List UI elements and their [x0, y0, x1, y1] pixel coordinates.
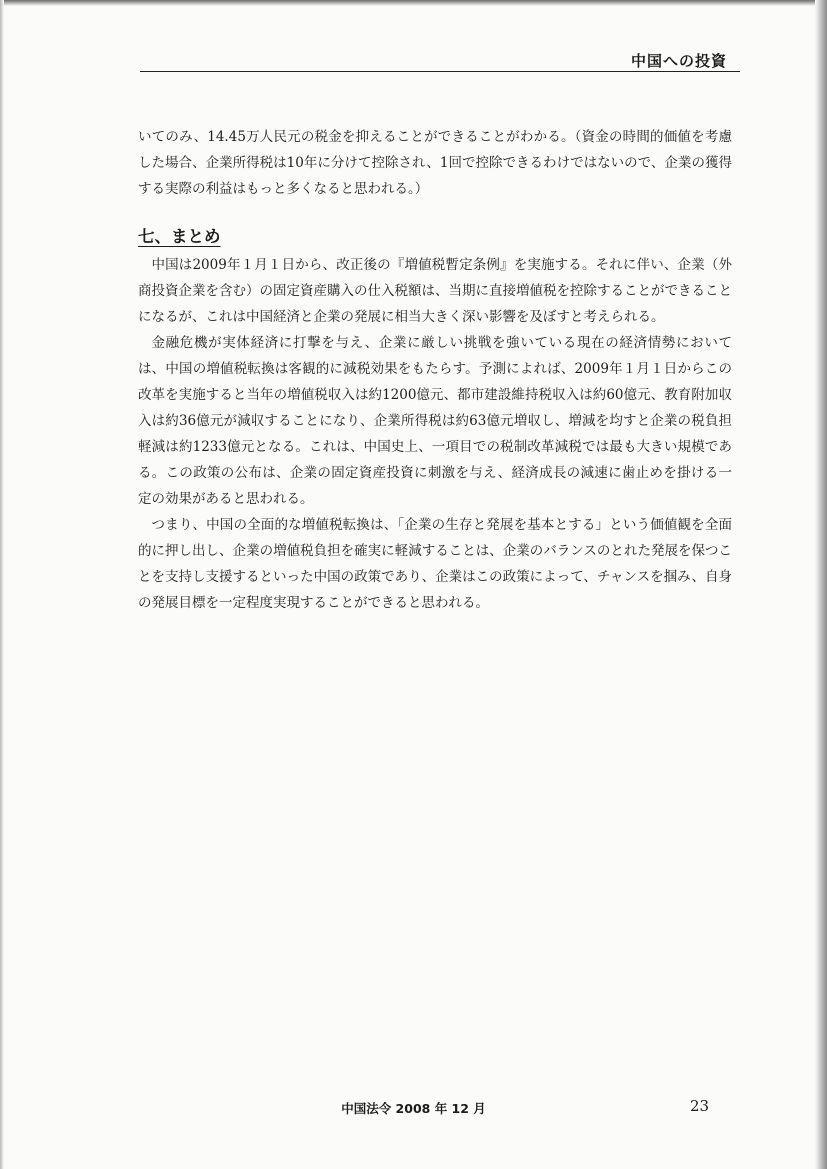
scan-edge-left: [0, 0, 4, 1169]
scan-edge-top: [0, 0, 827, 6]
intro-paragraph: いてのみ、14.45万人民元の税金を抑えることができることがわかる。（資金の時間的価値を考慮した場合、企業所得税は10年に分けて控除され、1回で控除できるわけではないので、企業の獲得する実際の利益はもっと多くなると思われる。）: [138, 129, 732, 197]
body-text: [138, 124, 732, 616]
paragraph-2: 金融危機が実体経済に打撃を与え、企業に厳しい挑戦を強いている現在の経済情勢においては、中国の増値税転換は客観的に減税効果をもたらす。予測によれば、2009年１月１日からこの改革を実施すると当年の増値税収入は約1200億元、都市建設維持税収入は約60億元、教育附加収入は約36億元が減収することになり、企業所得税は約63億元増収し、増減を均すと企業の税負担軽減は約1233億元となる。これは、中国史上、一項目での税制改革減税では最も大きい規模である。この政策の公布は、企業の固定資産投資に刺激を与え、経済成長の減速に歯止めを掛ける一定の効果があると思われる。: [138, 335, 732, 507]
header-rule: [140, 71, 740, 72]
footer-publication: 中国法令 2008 年 12 月: [341, 1101, 486, 1116]
scan-edge-right: [815, 0, 827, 1169]
running-header-title: 中国への投資: [630, 52, 727, 70]
page-number: 23: [690, 1097, 710, 1115]
paragraph-1: 中国は2009年１月１日から、改正後の『増値税暫定条例』を実施する。それに伴い、企業（外商投資企業を含む）の固定資産購入の仕入税額は、当期に直接増値税を控除することができることになるが、これは中国経済と企業の発展に相当大きく深い影響を及ぼすと考えられる。: [138, 257, 732, 325]
paragraph-3: つまり、中国の全面的な増値税転換は、「企業の生存と発展を基本とする」という価値観を全面的に押し出し、企業の増値税負担を確実に軽減することは、企業のバランスのとれた発展を保つことを支持し支援するといった中国の政策であり、企業はこの政策によって、チャンスを掴み、自身の発展目標を一定程度実現することができると思われる。: [138, 517, 732, 611]
section-title: 七、まとめ: [138, 227, 221, 246]
